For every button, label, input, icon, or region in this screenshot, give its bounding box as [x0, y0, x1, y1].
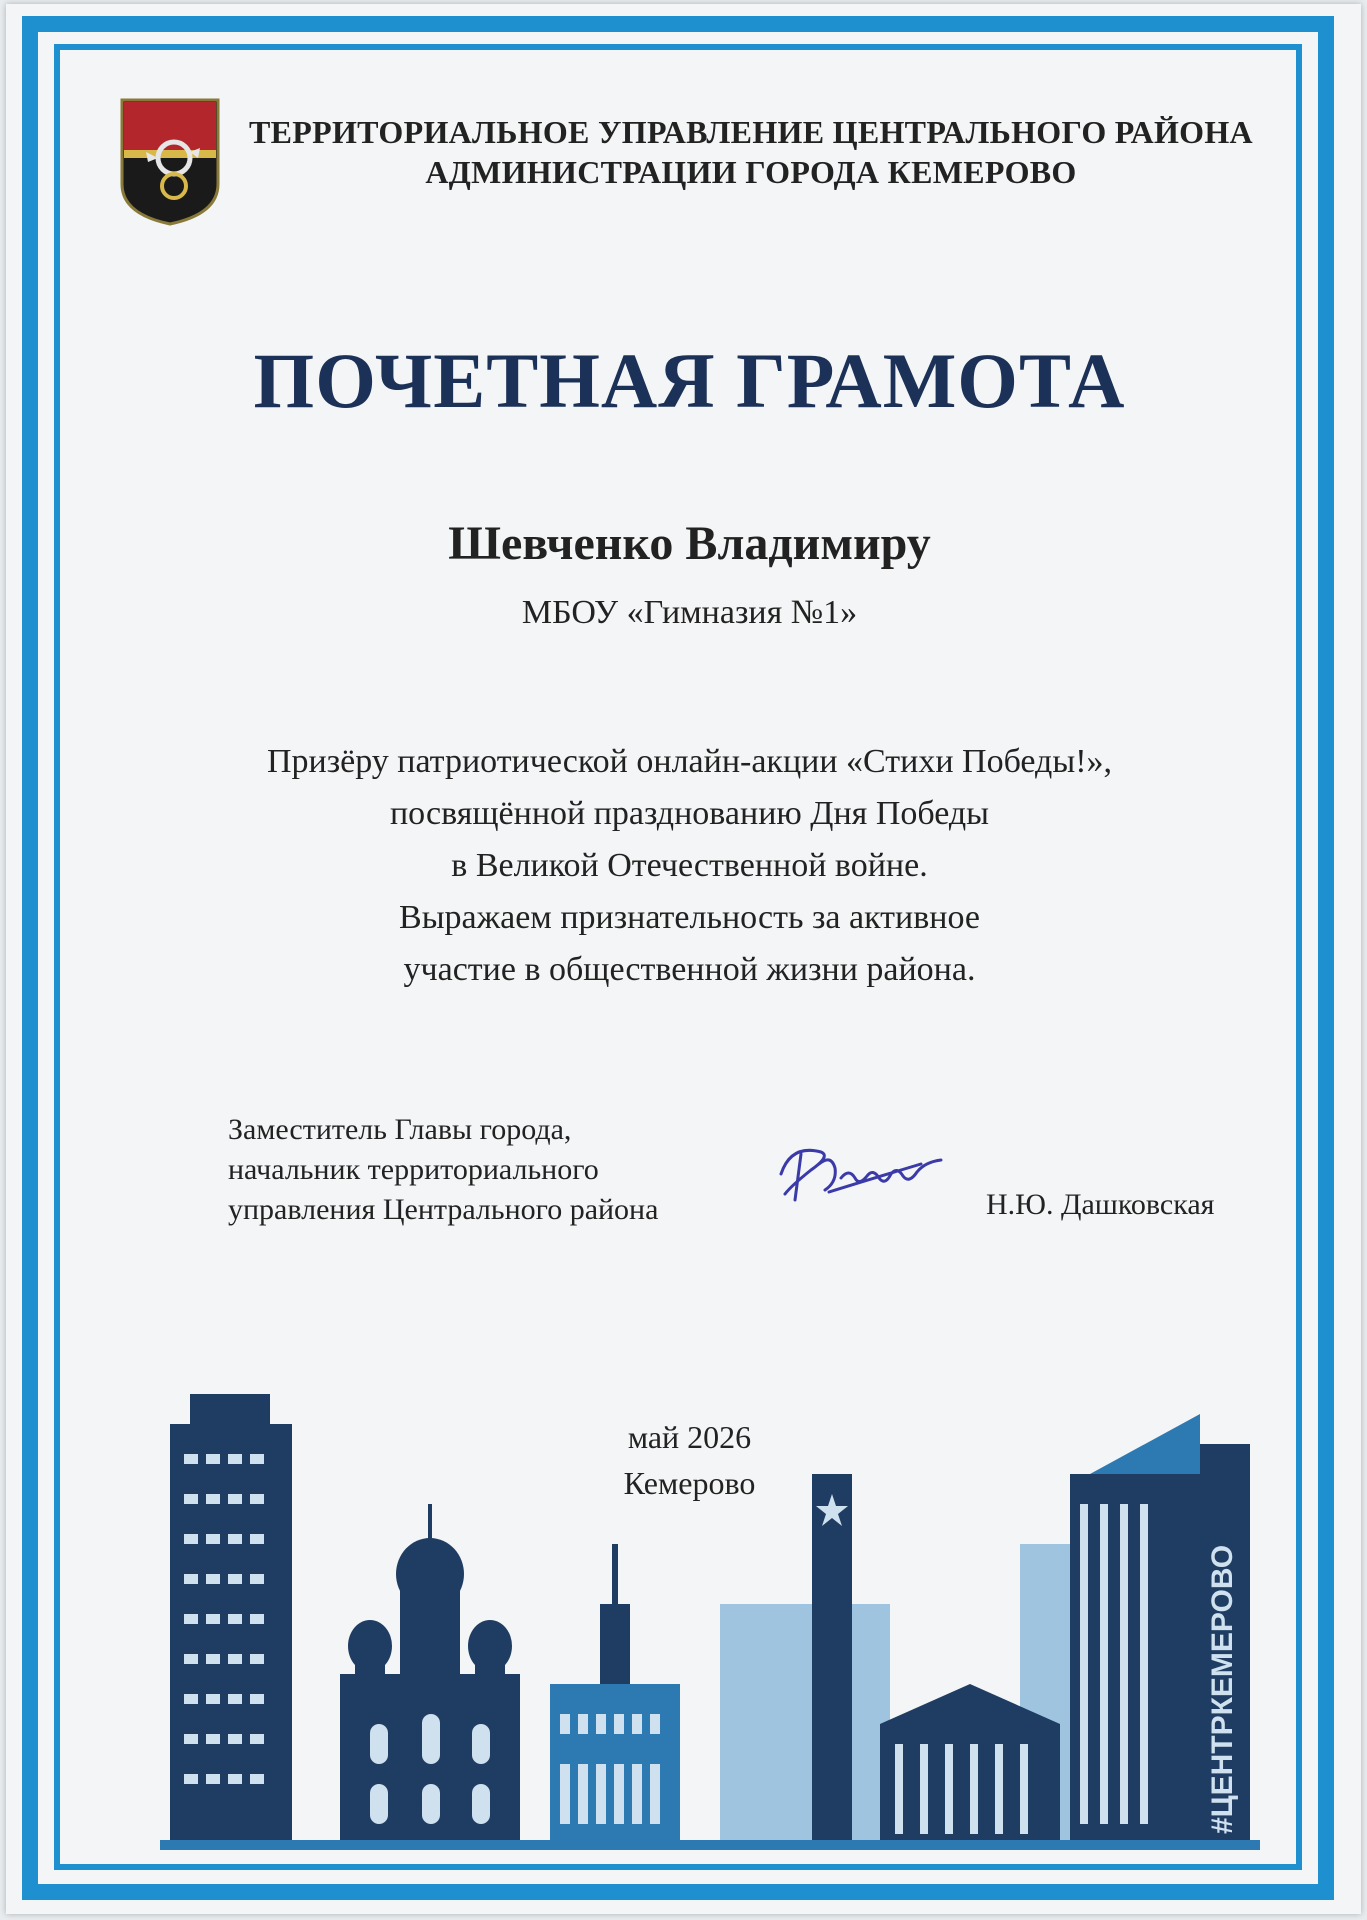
certificate-title: ПОЧЕТНАЯ ГРАМОТА [253, 337, 1126, 424]
signatory-position [228, 1110, 658, 1230]
citation-line: Призёру патриотической онлайн-акции «Стихи Победы!», [266, 743, 1113, 780]
signatory-position-line: Заместитель Главы города, [228, 1113, 572, 1146]
citation-line: участие в общественной жизни района. [403, 951, 976, 988]
citation-text [6, 736, 1367, 996]
signatory-position-line: управления Центрального района [228, 1193, 659, 1226]
issuer-line-2: АДМИНИСТРАЦИИ ГОРОДА КЕМЕРОВО [425, 154, 1077, 190]
kemerovo-emblem-icon [118, 96, 222, 226]
citation-line: посвящённой празднованию Дня Победы [389, 795, 990, 832]
issue-date: май 2026 [627, 1419, 752, 1455]
certificate-sheet [6, 4, 1361, 1914]
skyline-caption: #ЦЕНТРКЕМЕРОВО [1206, 1544, 1239, 1834]
signature-icon [771, 1134, 971, 1214]
issuer-header [236, 112, 1266, 192]
signatory-name: Н.Ю. Дашковская [986, 1188, 1215, 1221]
date-place [6, 1414, 1367, 1506]
issue-city: Кемерово [623, 1465, 756, 1501]
recipient-organization: МБОУ «Гимназия №1» [521, 594, 858, 631]
signatory-position-line: начальник территориального [228, 1153, 599, 1186]
issuer-line-1: ТЕРРИТОРИАЛЬНОЕ УПРАВЛЕНИЕ ЦЕНТРАЛЬНОГО РАЙОНА [249, 114, 1253, 150]
citation-line: Выражаем признательность за активное [399, 899, 980, 936]
citation-line: в Великой Отечественной войне. [451, 847, 928, 884]
recipient-name: Шевченко Владимиру [448, 517, 931, 570]
